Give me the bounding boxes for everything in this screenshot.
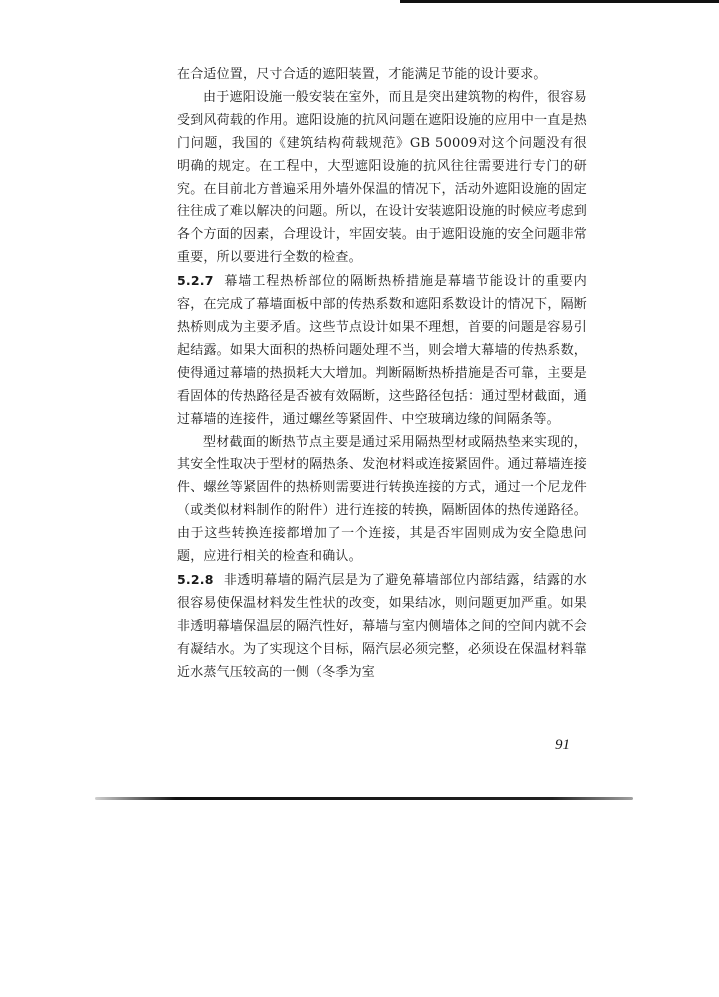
paragraph-text: 在合适位置，尺寸合适的遮阳装置，才能满足节能的设计要求。 xyxy=(177,67,547,82)
paragraph-text: 由于遮阳设施一般安装在室外，而且是突出建筑物的构件，很容易受到风荷载的作用。遮阳设施的抗风问题在遮阳设施的应用中一直是热门问题，我国的《建筑结构荷载规范》GB 50009对这个问题没有很明确的规定。在工程中，大型遮阳设施的抗风往往需要进行专门的研究。在目前北方普遍采用外墙外保温的情况下，活动外遮阳设施的固定往往成了难以解决的问题。所以，在设计安装遮阳设施的时候应考虑到各个方面的因素，合理设计，牢固安装。由于遮阳设施的安全问题非常重要，所以要进行全数的检查。 xyxy=(177,89,587,266)
clause-5-2-7 xyxy=(177,270,587,431)
clause-number: 5.2.7 xyxy=(177,273,214,289)
paragraph-continuation xyxy=(177,64,587,87)
paragraph-text: 非透明幕墙的隔汽层是为了避免幕墙部位内部结露，结露的水很容易使保温材料发生性状的改变，如果结冰，则问题更加严重。如果非透明幕墙保温层的隔汽性好，幕墙与室内侧墙体之间的空间内就不会有凝结水。为了实现这个目标，隔汽层必须完整，必须设在保温材料靠近水蒸气压较高的一侧（冬季为室 xyxy=(177,572,587,680)
scan-top-edge-line xyxy=(400,0,719,3)
body-text xyxy=(177,64,587,684)
clause-5-2-8 xyxy=(177,569,587,685)
paragraph-text: 型材截面的断热节点主要是通过采用隔热型材或隔热垫来实现的，其安全性取决于型材的隔热条、发泡材料或连接紧固件。通过幕墙连接件、螺丝等紧固件的热桥则需要进行转换连接的方式，通过一个尼龙件（或类似材料制作的附件）进行连接的转换，隔断固体的热传递路径。由于这些转换连接都增加了一个连接，其是否牢固则成为安全隐患问题，应进行相关的检查和确认。 xyxy=(177,434,587,565)
paragraph-thermal-break-profiles xyxy=(177,432,587,569)
paragraph-text: 幕墙工程热桥部位的隔断热桥措施是幕墙节能设计的重要内容，在完成了幕墙面板中部的传热系数和遮阳系数设计的情况下，隔断热桥则成为主要矛盾。这些节点设计如果不理想，首要的问题是容易引起结露。如果大面积的热桥问题处理不当，则会增大幕墙的传热系数，使得通过幕墙的热损耗大大增加。判断隔断热桥措施是否可靠，主要是看固体的传热路径是否被有效隔断，这些路径包括：通过型材截面，通过幕墙的连接件，通过螺丝等紧固件、中空玻璃边缘的间隔条等。 xyxy=(177,274,587,427)
paragraph-sunshade-wind-load xyxy=(177,87,587,270)
scan-bottom-edge-line xyxy=(95,797,633,800)
clause-number: 5.2.8 xyxy=(177,571,214,587)
page-number: 91 xyxy=(555,737,570,753)
